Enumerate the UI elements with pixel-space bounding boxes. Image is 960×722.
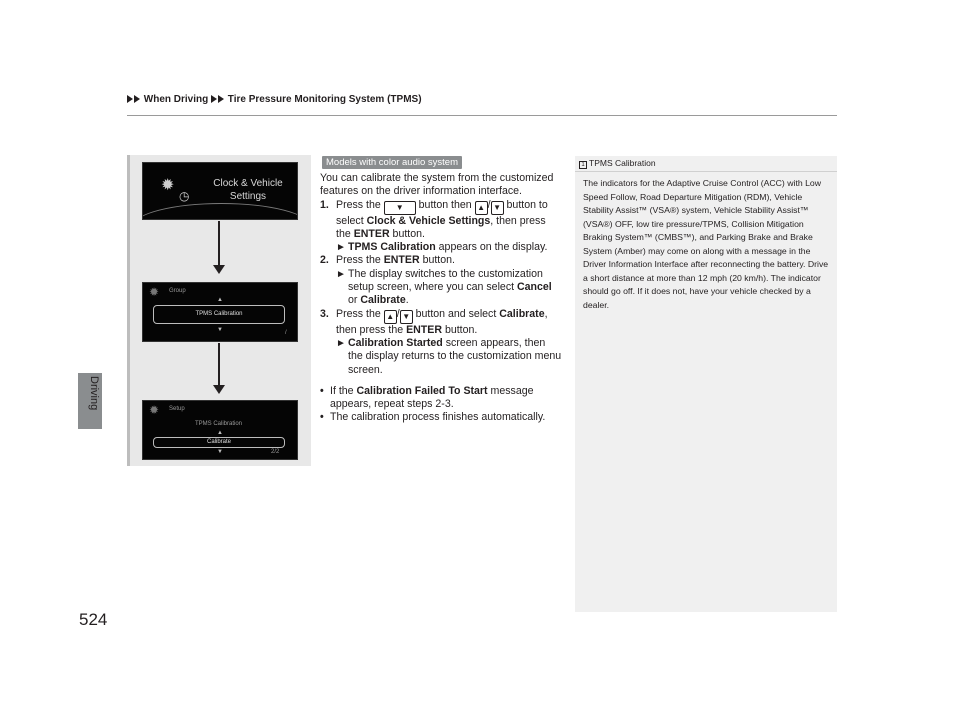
- gear-icon: ✹: [149, 285, 160, 299]
- arrow-down-icon: [213, 385, 225, 394]
- page-indicator: /: [285, 330, 287, 336]
- screen-arc: [142, 203, 298, 220]
- note-title: TPMS Calibration: [589, 158, 656, 168]
- up-button-icon: ▲: [475, 201, 488, 215]
- option-selected: Calibrate: [153, 437, 285, 448]
- chevron-right-icon: [127, 95, 133, 103]
- screen-clock-vehicle-settings: [142, 162, 298, 220]
- note-text: The indicators for the Adaptive Cruise Control (ACC) with Low Speed Follow, Road Departure Mitigation (RDM), Vehicle Stability Assist™ (VSA®) system, Vehicle Stability Assist™ (VSA®) OFF, low tire pressure/TPMS, Collision Mitigation Braking System™ (CMBS™), and Parking Brake and Brake System (Amber) may come on along with a message in the Driver Information Interface after reconnecting the battery. Drive a short distance at more than 12 mph (20 km/h). The indicator should go off. If it does not, have your vehicle checked by a dealer.: [583, 178, 829, 310]
- breadcrumb-level1: When Driving: [143, 94, 209, 105]
- bullet-dot-icon: •: [320, 384, 324, 397]
- chapter-label: Driving: [88, 376, 100, 411]
- arrow-down-2: [218, 343, 220, 385]
- step-3-result: ► Calibration Started screen appears, then the display returns to the customization menu screen.: [336, 336, 562, 376]
- arrow-down-1: [218, 221, 220, 265]
- down-button-icon: ▼: [400, 310, 413, 324]
- chevron-right-icon: ►: [336, 242, 346, 254]
- intro-text: You can calibrate the system from the customized features on the driver information interface.: [320, 172, 554, 198]
- note-divider: [575, 171, 837, 172]
- chevron-right-icon: [218, 95, 224, 103]
- down-triangle-icon: ▼: [217, 327, 223, 333]
- step-number: 1.: [320, 198, 329, 211]
- breadcrumb-level2: Tire Pressure Monitoring System (TPMS): [227, 94, 422, 105]
- bullet-dot-icon: •: [320, 411, 324, 424]
- up-triangle-icon: ▲: [217, 430, 223, 436]
- step-1: 1. Press the ▼ button then ▲ / ▼ button to select Clock & Vehicle Settings, then press the ENTER button.: [320, 198, 548, 240]
- breadcrumb: [127, 94, 422, 105]
- note-header: [579, 158, 656, 169]
- bullet-1: • If the Calibration Failed To Start message appears, repeat steps 2-3.: [320, 384, 534, 411]
- down-button-icon: ▼: [491, 201, 504, 215]
- arrow-down-icon: [213, 265, 225, 274]
- procedure-figure: [127, 155, 311, 466]
- side-note: [575, 156, 837, 612]
- clock-icon: ◷: [179, 189, 190, 203]
- screen-title: Clock & Vehicle Settings: [213, 178, 283, 202]
- step-number: 2.: [320, 254, 329, 267]
- step-1-result: ► TPMS Calibration appears on the display.: [336, 241, 548, 254]
- model-badge: Models with color audio system: [322, 156, 462, 169]
- note-marker-icon: 1: [579, 161, 587, 169]
- page-indicator: 2/2: [271, 449, 280, 455]
- screen-tpms-group: [142, 282, 298, 342]
- setting-name: TPMS Calibration: [195, 421, 243, 427]
- step-3: 3. Press the ▲ / ▼ button and select Calibrate, then press the ENTER button.: [320, 307, 548, 336]
- bullet-2: • The calibration process finishes automatically.: [320, 411, 546, 424]
- group-label: Group: [169, 288, 186, 294]
- menu-item-selected: TPMS Calibration: [153, 305, 285, 324]
- setup-label: Setup: [169, 406, 185, 412]
- screen-tpms-setup: [142, 400, 298, 460]
- up-button-icon: ▲: [384, 310, 397, 324]
- step-number: 3.: [320, 307, 329, 320]
- down-triangle-icon: ▼: [217, 449, 223, 455]
- page-number: 524: [79, 610, 108, 629]
- chevron-right-icon: [134, 95, 140, 103]
- up-triangle-icon: ▲: [217, 297, 223, 303]
- gear-icon: ✹: [149, 403, 160, 417]
- gear-icon: ✹: [161, 177, 175, 194]
- procedure-text: [320, 172, 562, 425]
- step-2-result: ► The display switches to the customization setup screen, where you can select Cancel or Calibrate.: [336, 267, 552, 307]
- vehicle-settings-button-icon: ▼: [384, 201, 416, 215]
- chevron-right-icon: [211, 95, 217, 103]
- step-2: 2. Press the ENTER button.: [320, 254, 455, 267]
- header-divider: [127, 115, 837, 116]
- chevron-right-icon: ►: [336, 337, 346, 349]
- chevron-right-icon: ►: [336, 268, 346, 280]
